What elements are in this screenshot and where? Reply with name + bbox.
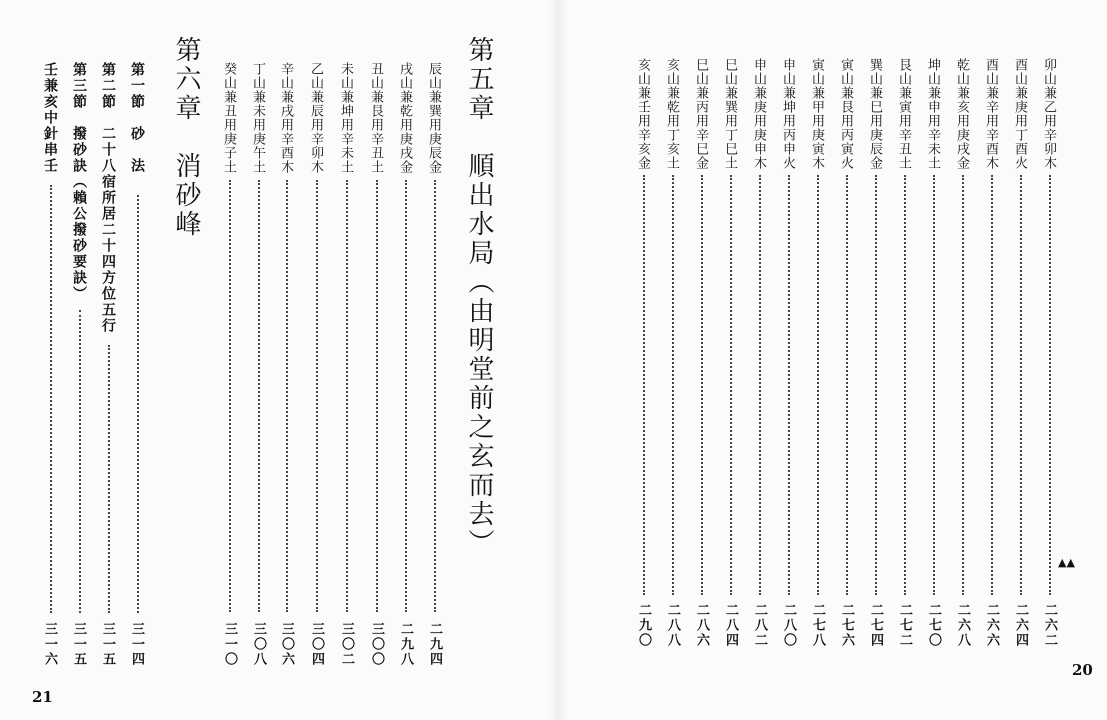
- toc-entry-page: 二九四: [427, 622, 442, 667]
- toc-entry-text: 巽山兼巳用庚辰金: [867, 58, 882, 170]
- toc-entry-text: 乙山兼辰用辛卯木: [308, 62, 323, 174]
- toc-entry-text: 丑山兼艮用辛丑土: [368, 62, 383, 174]
- leader-dots: [346, 180, 348, 612]
- leader-dots: [991, 175, 993, 595]
- toc-entry-text: 戌山兼乾用庚戌金: [397, 62, 412, 174]
- toc-entry-page: 二九八: [398, 622, 413, 667]
- leader-dots: [405, 180, 407, 612]
- toc-entry-page: 二七〇: [926, 603, 941, 648]
- toc-entry-page: 二六四: [1013, 603, 1028, 648]
- toc-entry-page: 二七八: [810, 603, 825, 648]
- toc-entry-text: 辰山兼巽用庚辰金: [426, 62, 441, 174]
- leader-dots: [730, 175, 732, 595]
- toc-entry-text: 卯山兼乙用辛卯木: [1041, 58, 1056, 170]
- toc-entry-text: 巳山兼巽用丁巳土: [722, 58, 737, 170]
- toc-entry-text: 亥山兼壬用辛亥金: [635, 58, 650, 170]
- leader-dots: [817, 175, 819, 595]
- leader-dots: [1049, 175, 1051, 595]
- toc-entry-page: 二九〇: [636, 603, 651, 648]
- toc-entry-page: 三〇四: [309, 622, 324, 667]
- toc-entry-page: 二八八: [665, 603, 680, 648]
- leader-dots: [933, 175, 935, 595]
- toc-entry-page: 三〇六: [279, 622, 294, 667]
- toc-entry-page: 三一四: [129, 622, 144, 667]
- toc-entry-page: 二六六: [984, 603, 999, 648]
- toc-entry-page: 三〇〇: [369, 622, 384, 667]
- toc-entry-page: 二七四: [868, 603, 883, 648]
- leader-dots: [962, 175, 964, 595]
- toc-entry-page: 三〇二: [339, 622, 354, 667]
- toc-entry-page: 二七二: [897, 603, 912, 648]
- print-mark: ▲▲: [1058, 556, 1075, 569]
- leader-dots: [316, 180, 318, 612]
- toc-entry-text: 酉山兼庚用丁酉火: [1012, 58, 1027, 170]
- toc-entry-text: 癸山兼丑用庚子土: [221, 62, 236, 174]
- toc-section-text: 壬兼亥中針串壬: [42, 62, 58, 174]
- toc-section-text: 第一節 砂 法: [129, 62, 145, 174]
- toc-entry-page: 三一五: [100, 622, 115, 667]
- toc-entry-page: 二八四: [723, 603, 738, 648]
- toc-entry-text: 申山兼坤用丙申火: [780, 58, 795, 170]
- leader-dots: [904, 175, 906, 595]
- toc-entry-text: 丁山兼未用庚午土: [250, 62, 265, 174]
- toc-entry-text: 乾山兼亥用庚戌金: [954, 58, 969, 170]
- toc-entry-page: 二六二: [1042, 603, 1057, 648]
- toc-entry-page: 二八〇: [781, 603, 796, 648]
- toc-entry-page: 三一〇: [222, 622, 237, 667]
- toc-entry-text: 酉山兼辛用辛酉木: [983, 58, 998, 170]
- toc-entry-text: 艮山兼寅用辛丑土: [896, 58, 911, 170]
- leader-dots: [672, 175, 674, 595]
- leader-dots: [434, 180, 436, 612]
- toc-entry-page: 二八二: [752, 603, 767, 648]
- toc-entry-text: 巳山兼丙用辛巳金: [693, 58, 708, 170]
- toc-entry-page: 三一六: [42, 622, 57, 667]
- toc-entry-text: 未山兼坤用辛未土: [338, 62, 353, 174]
- leader-dots: [701, 175, 703, 595]
- toc-entry-text: 寅山兼甲用庚寅木: [809, 58, 824, 170]
- leader-dots: [79, 310, 81, 613]
- leader-dots: [50, 185, 52, 613]
- leader-dots: [875, 175, 877, 595]
- leader-dots: [643, 175, 645, 595]
- leader-dots: [788, 175, 790, 595]
- leader-dots: [759, 175, 761, 595]
- toc-entry-page: 三一五: [71, 622, 86, 667]
- leader-dots: [1020, 175, 1022, 595]
- toc-entry-text: 亥山兼乾用丁亥土: [664, 58, 679, 170]
- toc-entry-text: 坤山兼申用辛未土: [925, 58, 940, 170]
- leader-dots: [286, 180, 288, 612]
- leader-dots: [258, 180, 260, 612]
- toc-entry-page: 二六八: [955, 603, 970, 648]
- toc-entry-text: 申山兼庚用庚申木: [751, 58, 766, 170]
- toc-section-text: 第三節 撥砂訣（賴公撥砂要訣）: [71, 62, 87, 302]
- chapter5-title: 第五章 順出水局（由明堂前之玄而去）: [464, 36, 494, 558]
- toc-entry-page: 二八六: [694, 603, 709, 648]
- toc-entry-page: 三〇八: [251, 622, 266, 667]
- leader-dots: [229, 180, 231, 612]
- leader-dots: [846, 175, 848, 595]
- book-gutter: [548, 0, 568, 720]
- leader-dots: [137, 195, 139, 613]
- toc-entry-text: 寅山兼艮用丙寅火: [838, 58, 853, 170]
- chapter6-title: 第六章 消砂峰: [171, 36, 201, 239]
- toc-section-text: 第二節 二十八宿所居二十四方位五行: [100, 62, 116, 334]
- leader-dots: [108, 345, 110, 613]
- page-number-right: 20: [1072, 661, 1093, 679]
- toc-entry-text: 辛山兼戌用辛酉木: [278, 62, 293, 174]
- toc-entry-page: 二七六: [839, 603, 854, 648]
- page-number-left: 21: [32, 688, 53, 706]
- leader-dots: [376, 180, 378, 612]
